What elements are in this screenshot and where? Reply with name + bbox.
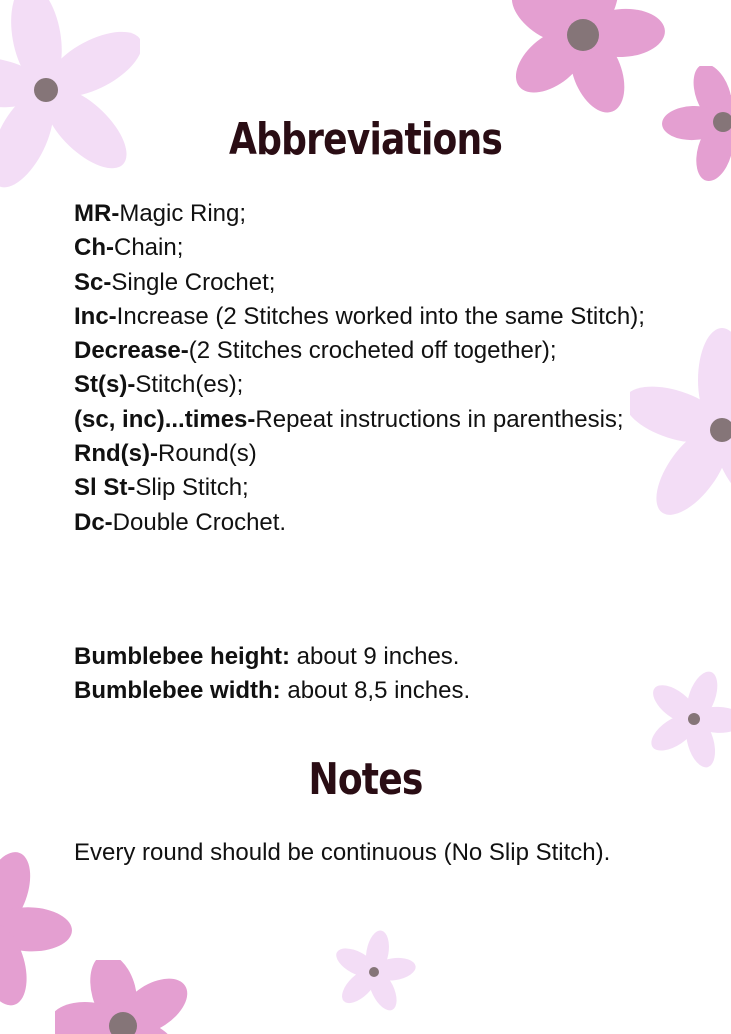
abbreviations-title: Abbreviations	[229, 114, 502, 165]
width-line	[74, 674, 664, 708]
list-item	[74, 197, 664, 231]
list-item	[74, 231, 664, 265]
abbreviation-term: Sc-	[74, 268, 112, 296]
height-line	[74, 640, 664, 674]
list-item	[74, 506, 664, 540]
abbreviation-definition: Increase (2 Stitches worked into the same Stitch);	[116, 302, 645, 330]
list-item	[74, 471, 664, 505]
abbreviation-term: Rnd(s)-	[74, 440, 158, 468]
abbreviation-definition: Slip Stitch;	[135, 474, 249, 502]
dimensions-block	[74, 640, 664, 709]
flower-pink-top-right-icon	[498, 0, 678, 120]
abbreviation-term: (sc, inc)...times-	[74, 405, 256, 433]
height-value: about 9 inches.	[290, 643, 460, 670]
abbreviation-definition: (2 Stitches crocheted off together);	[188, 337, 557, 365]
list-item	[74, 437, 664, 471]
flower-light-bottom-center-icon	[328, 930, 418, 1016]
list-item	[74, 266, 664, 300]
abbreviation-term: Dc-	[74, 508, 113, 536]
abbreviation-term: Decrease-	[74, 337, 189, 365]
abbreviation-term: Ch-	[74, 234, 114, 262]
list-item	[74, 300, 664, 334]
width-value: about 8,5 inches.	[280, 677, 471, 705]
notes-text: Every round should be continuous (No Slip Stitch).	[74, 839, 611, 866]
flower-pink-bottom-icon	[55, 960, 200, 1034]
abbreviation-definition: Round(s)	[157, 440, 257, 468]
abbreviation-definition: Chain;	[113, 234, 184, 262]
abbreviation-definition: Double Crochet.	[112, 508, 287, 536]
abbreviation-term: Inc-	[74, 302, 117, 330]
abbreviation-definition: Stitch(es);	[135, 371, 244, 399]
abbreviation-term: Sl St-	[74, 474, 136, 502]
abbreviations-list	[74, 197, 664, 540]
flower-pink-right-edge-icon	[660, 66, 731, 186]
abbreviation-definition: Magic Ring;	[119, 200, 247, 227]
abbreviation-term: St(s)-	[74, 371, 136, 399]
abbreviation-term: MR-	[74, 200, 120, 227]
list-item	[74, 334, 664, 368]
abbreviation-definition: Single Crochet;	[111, 268, 276, 296]
abbreviation-definition: Repeat instructions in parenthesis;	[255, 405, 624, 433]
width-label: Bumblebee width:	[74, 677, 281, 705]
notes-title: Notes	[308, 754, 423, 805]
list-item	[74, 368, 664, 402]
height-label: Bumblebee height:	[74, 643, 291, 670]
list-item	[74, 403, 664, 437]
